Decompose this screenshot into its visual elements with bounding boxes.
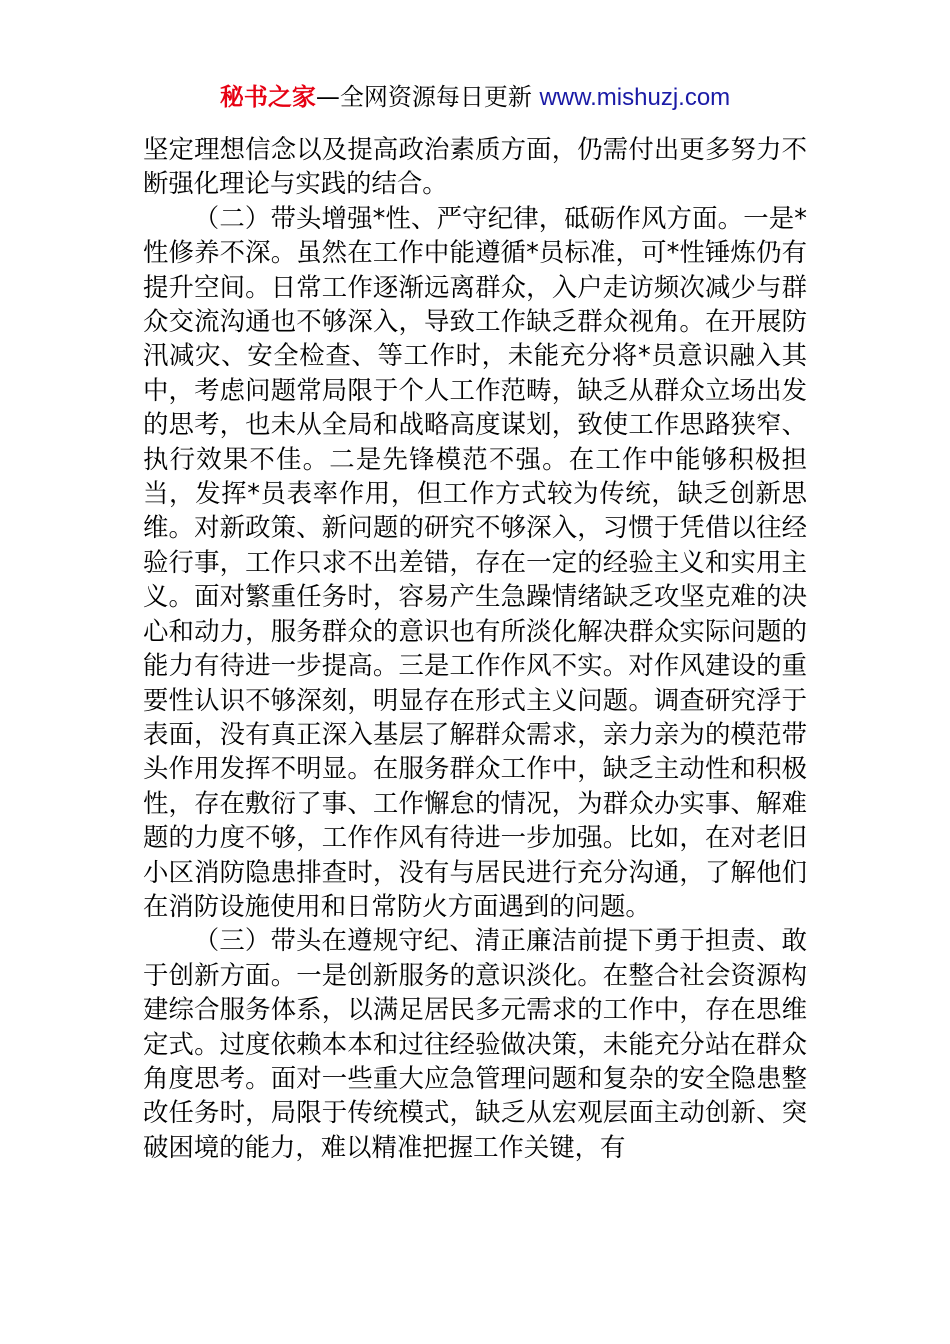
paragraph-section-two: （二）带头增强*性、严守纪律，砥砺作风方面。一是*性修养不深。虽然在工作中能遵循*员标准，可*性锤炼仍有提升空间。日常工作逐渐远离群众，入户走访频次减少与群众交流沟通也不够深入，导致工作缺乏群众视角。在开展防汛减灾、安全检查、等工作时，未能充分将*员意识融入其中，考虑问题常局限于个人工作范畴，缺乏从群众立场出发的思考，也未从全局和战略高度谋划，致使工作思路狭窄、执行效果不佳。二是先锋模范不强。在工作中能够积极担当，发挥*员表率作用，但工作方式较为传统，缺乏创新思维。对新政策、新问题的研究不够深入，习惯于凭借以往经验行事，工作只求不出差错，存在一定的经验主义和实用主义。面对繁重任务时，容易产生急躁情绪缺乏攻坚克难的决心和动力，服务群众的意识也有所淡化解决群众实际问题的能力有待进一步提高。三是工作作风不实。对作风建设的重要性认识不够深刻，明显存在形式主义问题。调查研究浮于表面，没有真正深入基层了解群众需求，亲力亲为的模范带头作用发挥不明显。在服务群众工作中，缺乏主动性和积极性，存在敷衍了事、工作懈怠的情况，为群众办实事、解难题的力度不够，工作作风有待进一步加强。比如，在对老旧小区消防隐患排查时，没有与居民进行充分沟通，了解他们在消防设施使用和日常防火方面遇到的问题。 xyxy=(143,202,807,921)
paragraph-continuation: 坚定理想信念以及提高政治素质方面，仍需付出更多努力不断强化理论与实践的结合。 xyxy=(143,134,807,199)
paragraph-section-three: （三）带头在遵规守纪、清正廉洁前提下勇于担责、敢于创新方面。一是创新服务的意识淡化。在整合社会资源构建综合服务体系，以满足居民多元需求的工作中，存在思维定式。过度依赖本本和过往经验做决策，未能充分站在群众角度思考。面对一些重大应急管理问题和复杂的安全隐患整改任务时，局限于传统模式，缺乏从宏观层面主动创新、突破困境的能力，难以精准把握工作关键，有 xyxy=(143,925,807,1162)
document-body xyxy=(143,132,807,1164)
page-header xyxy=(0,80,950,115)
header-tagline: —全网资源每日更新 xyxy=(315,83,540,111)
header-brand: 秘书之家 xyxy=(219,83,316,111)
header-url-link[interactable]: www.mishuzj.com xyxy=(539,84,731,111)
